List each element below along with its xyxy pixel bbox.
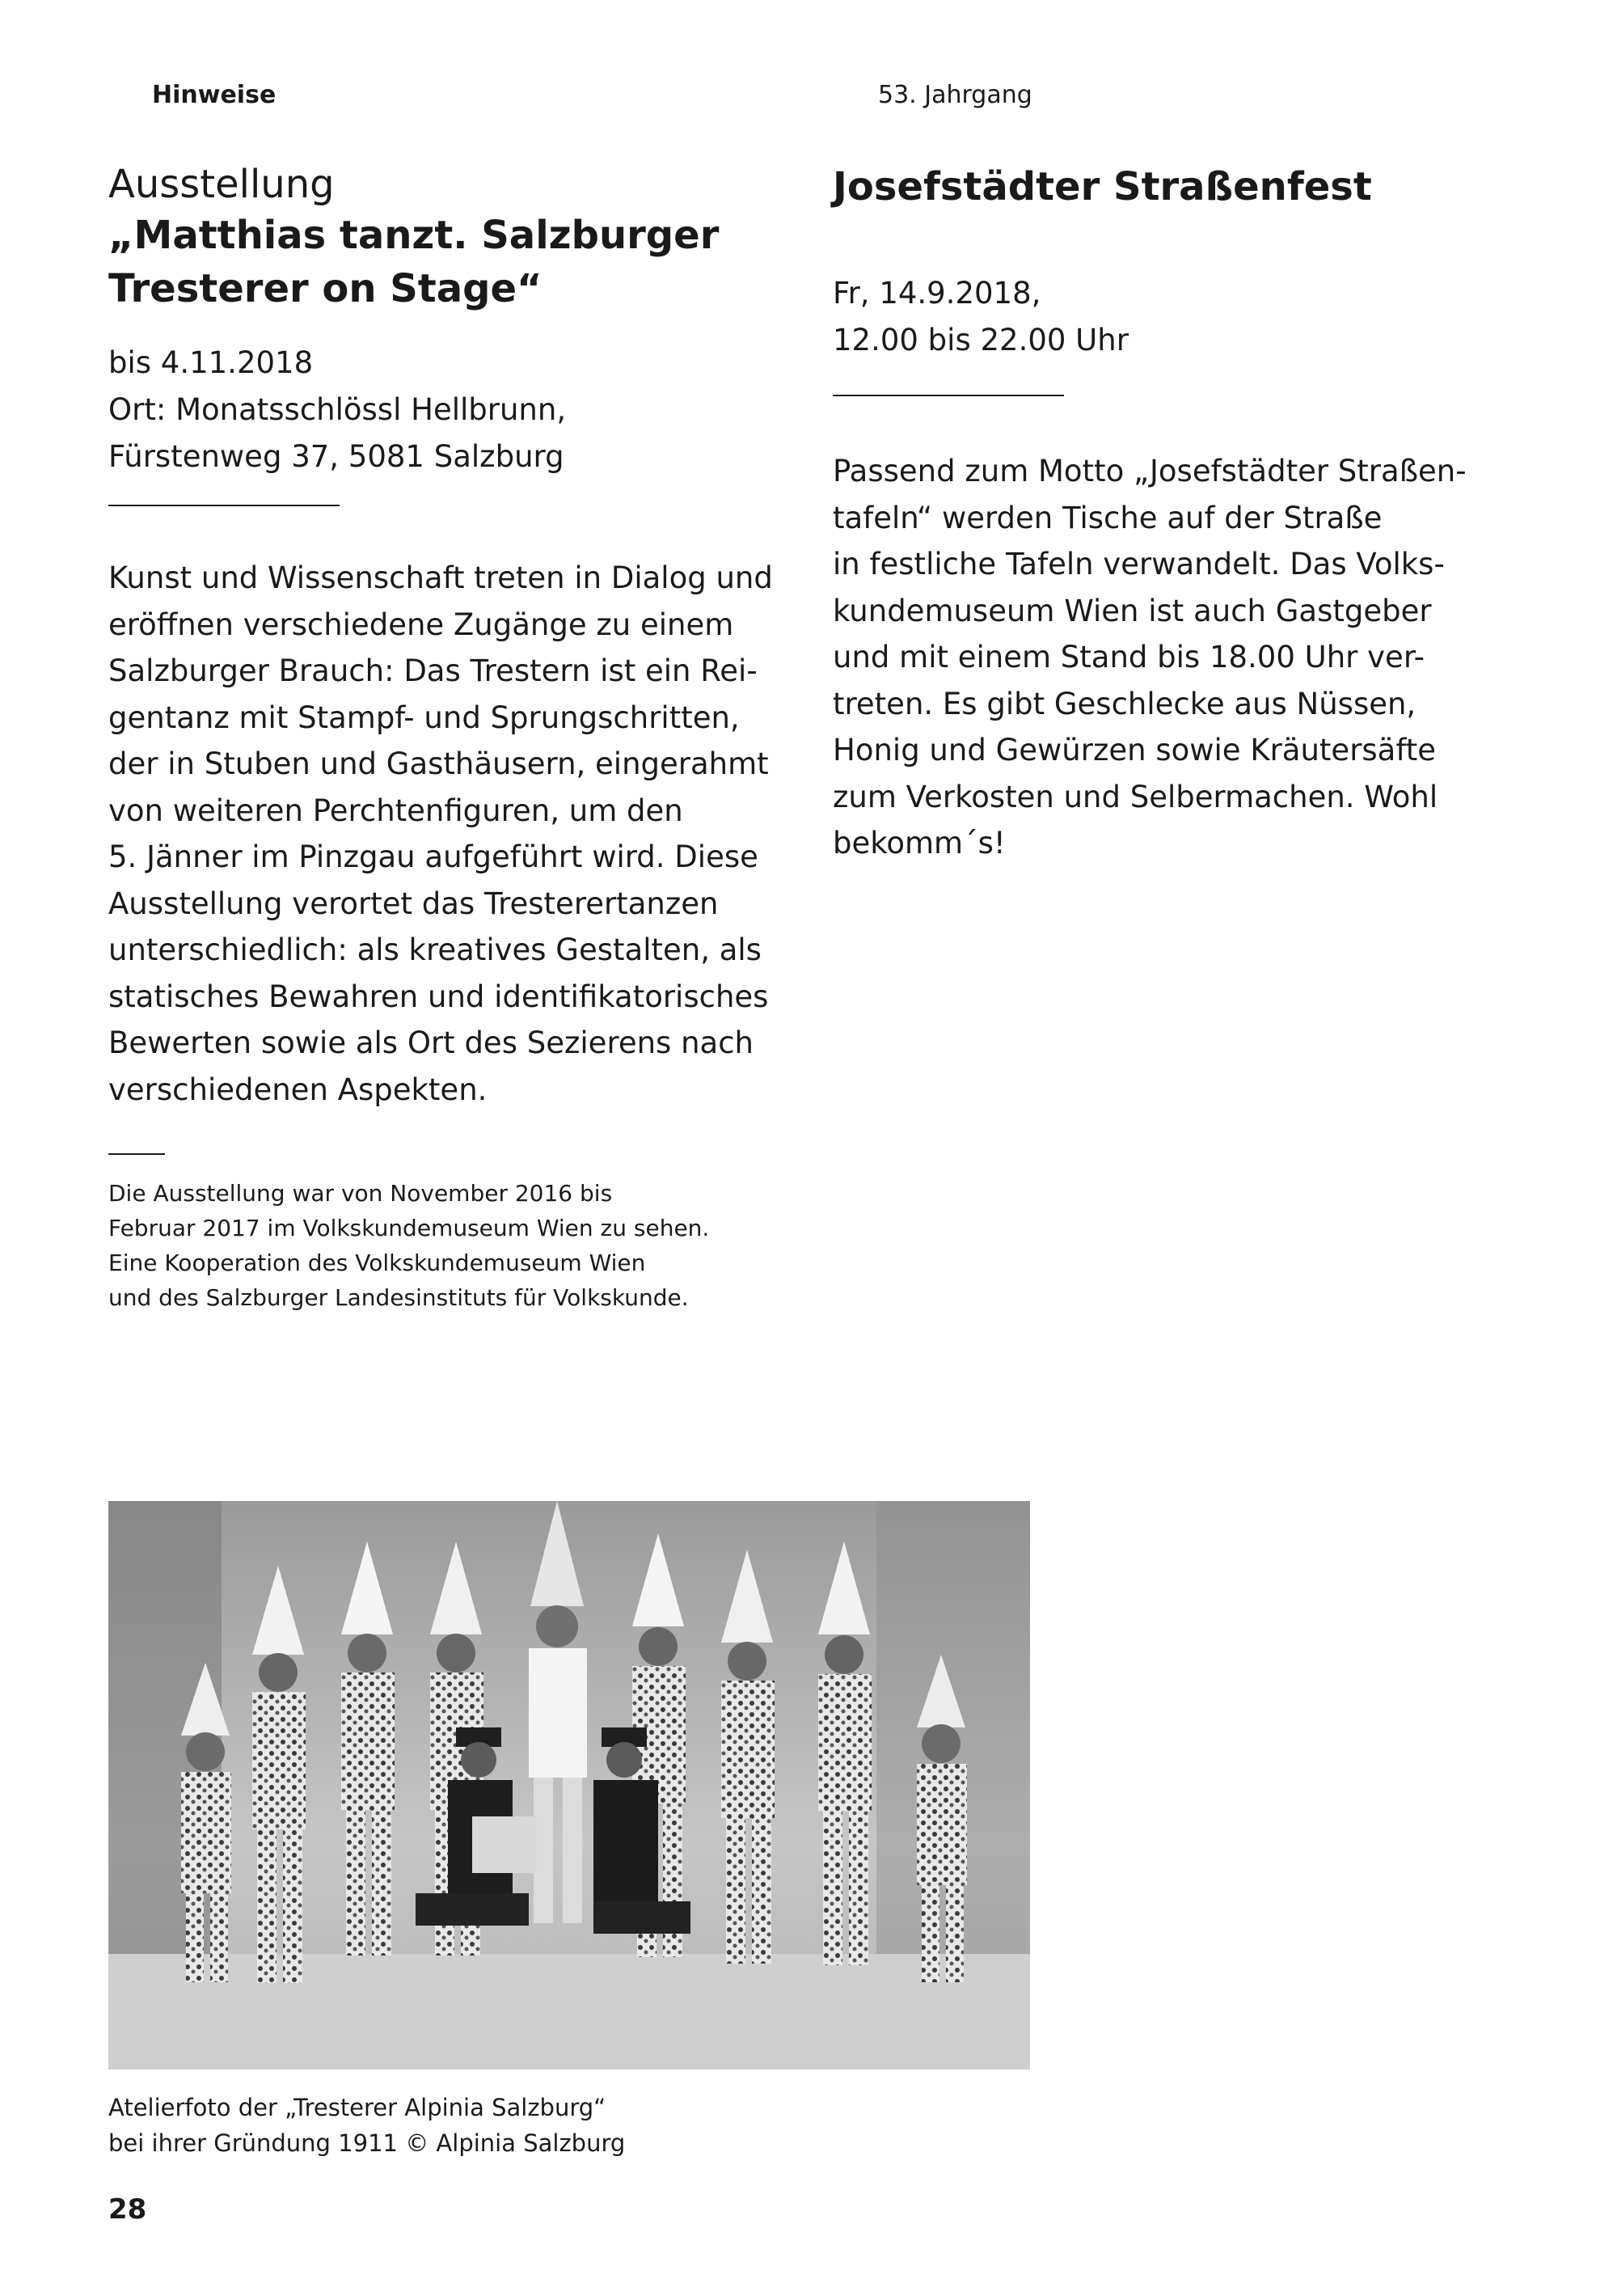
body-line: bekomm´s! bbox=[833, 826, 1006, 860]
article-meta bbox=[833, 270, 1528, 364]
footnote-line: Die Ausstellung war von November 2016 bis bbox=[108, 1180, 613, 1207]
meta-line: Fr, 14.9.2018, bbox=[833, 276, 1041, 311]
meta-line: bis 4.11.2018 bbox=[108, 345, 314, 380]
article-title-line: Tresterer on Stage“ bbox=[108, 266, 543, 311]
article-title bbox=[108, 209, 804, 315]
body-line: Ausstellung verortet das Tresterertanzen bbox=[108, 886, 719, 921]
body-line: kundemuseum Wien ist auch Gastgeber bbox=[833, 593, 1432, 628]
article-meta bbox=[108, 340, 804, 480]
photo-caption bbox=[108, 2090, 836, 2161]
right-article bbox=[833, 160, 1528, 867]
body-line: zum Verkosten und Selbermachen. Wohl bbox=[833, 779, 1438, 814]
meta-line: 12.00 bis 22.00 Uhr bbox=[833, 323, 1129, 357]
section-label: Hinweise bbox=[152, 81, 277, 109]
article-title-line: „Matthias tanzt. Salzburger bbox=[108, 213, 720, 258]
caption-line: Atelierfoto der „Tresterer Alpinia Salzburg“ bbox=[108, 2094, 606, 2121]
body-line: treten. Es gibt Geschlecke aus Nüssen, bbox=[833, 686, 1416, 721]
body-line: verschiedenen Aspekten. bbox=[108, 1072, 488, 1107]
body-line: Bewerten sowie als Ort des Sezierens nach bbox=[108, 1025, 754, 1060]
body-line: eröffnen verschiedene Zugänge zu einem bbox=[108, 607, 734, 642]
footnote bbox=[108, 1176, 804, 1315]
body-line: statisches Bewahren und identifikatorisches bbox=[108, 979, 769, 1014]
body-line: gentanz mit Stampf- und Sprungschritten, bbox=[108, 700, 740, 735]
body-line: 5. Jänner im Pinzgau aufgeführt wird. Diese bbox=[108, 839, 758, 874]
footnote-line: Februar 2017 im Volkskundemuseum Wien zu sehen. bbox=[108, 1215, 710, 1241]
body-line: Salzburger Brauch: Das Trestern ist ein Rei- bbox=[108, 653, 758, 688]
divider bbox=[108, 505, 340, 506]
body-line: tafeln“ werden Tische auf der Straße bbox=[833, 500, 1383, 535]
left-article bbox=[108, 160, 804, 1315]
article-title: Josefstädter Straßenfest bbox=[833, 164, 1372, 209]
body-line: Passend zum Motto „Josefstädter Straßen- bbox=[833, 454, 1467, 488]
caption-line: bei ihrer Gründung 1911 © Alpinia Salzburg bbox=[108, 2129, 626, 2157]
article-kicker: Ausstellung bbox=[108, 162, 335, 207]
body-line: der in Stuben und Gasthäusern, eingerahmt bbox=[108, 746, 769, 781]
page-number: 28 bbox=[108, 2193, 147, 2226]
historic-group-photo bbox=[108, 1501, 1030, 2070]
body-line: und mit einem Stand bis 18.00 Uhr ver- bbox=[833, 640, 1425, 674]
article-body bbox=[833, 448, 1528, 867]
meta-line: Fürstenweg 37, 5081 Salzburg bbox=[108, 439, 564, 474]
body-line: Kunst und Wissenschaft treten in Dialog und bbox=[108, 560, 773, 595]
body-line: in festliche Tafeln verwandelt. Das Volks- bbox=[833, 547, 1445, 581]
article-body bbox=[108, 555, 804, 1113]
note-divider bbox=[108, 1153, 165, 1155]
body-line: von weiteren Perchtenfiguren, um den bbox=[108, 793, 683, 828]
footnote-line: Eine Kooperation des Volkskundemuseum Wien bbox=[108, 1249, 646, 1276]
meta-line: Ort: Monatsschlössl Hellbrunn, bbox=[108, 392, 567, 427]
volume-label: 53. Jahrgang bbox=[878, 81, 1032, 109]
body-line: Honig und Gewürzen sowie Kräutersäfte bbox=[833, 733, 1436, 767]
divider bbox=[833, 395, 1064, 396]
footnote-line: und des Salzburger Landesinstituts für Volkskunde. bbox=[108, 1284, 689, 1311]
body-line: unterschiedlich: als kreatives Gestalten, als bbox=[108, 932, 762, 967]
